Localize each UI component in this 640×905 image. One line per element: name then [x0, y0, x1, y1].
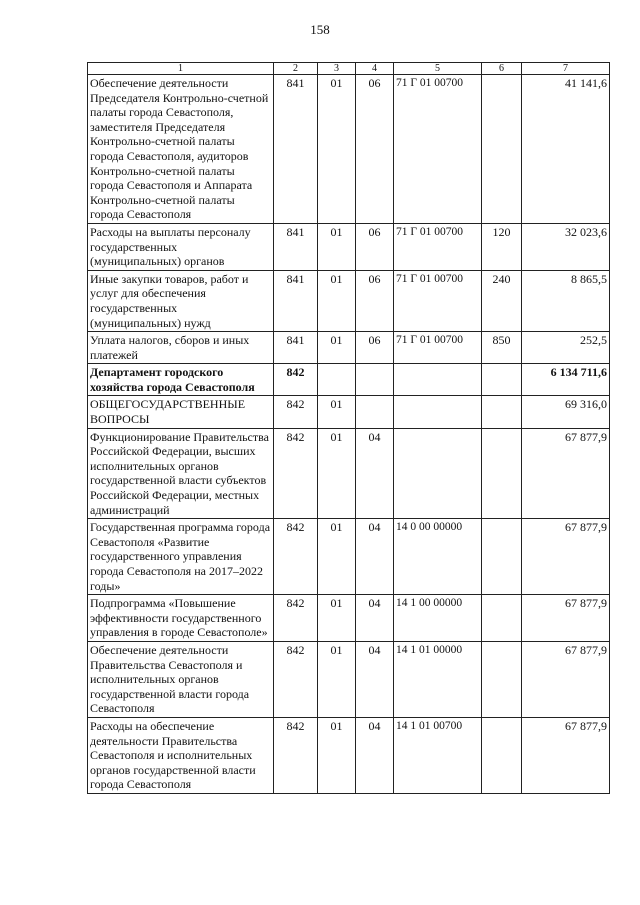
- table-row: [88, 332, 610, 364]
- table-row: [88, 270, 610, 331]
- header-row: [88, 63, 610, 75]
- amount-cell: 252,5: [522, 332, 610, 364]
- expense-name-cell: Расходы на обеспечение деятельности Правительства Севастополя и исполнительных органов государственной власти города Севастополя: [88, 717, 274, 793]
- amount-cell: 32 023,6: [522, 223, 610, 270]
- section-code-cell: 01: [318, 717, 356, 793]
- budget-table: [87, 62, 610, 794]
- admin-code-cell: 842: [274, 595, 318, 642]
- section-code-cell: 01: [318, 396, 356, 428]
- expense-name-cell: Расходы на выплаты персоналу государственных (муниципальных) органов: [88, 223, 274, 270]
- table-row: [88, 641, 610, 717]
- target-article-cell: 14 1 01 00700: [394, 717, 482, 793]
- subsection-code-cell: 06: [356, 75, 394, 224]
- admin-code-cell: 842: [274, 428, 318, 519]
- expense-name-cell: Уплата налогов, сборов и иных платежей: [88, 332, 274, 364]
- section-code-cell: 01: [318, 595, 356, 642]
- admin-code-cell: 842: [274, 717, 318, 793]
- expense-name-cell: Обеспечение деятельности Правительства Севастополя и исполнительных органов государственной власти города Севастополя: [88, 641, 274, 717]
- expense-type-cell: [482, 396, 522, 428]
- expense-type-cell: [482, 519, 522, 595]
- expense-name-cell: Функционирование Правительства Российской Федерации, высших исполнительных органов государственной власти субъектов Российской Федерации, местных администраций: [88, 428, 274, 519]
- subsection-code-cell: 04: [356, 595, 394, 642]
- header-col-7: 7: [522, 63, 610, 75]
- target-article-cell: 14 1 00 00000: [394, 595, 482, 642]
- subsection-code-cell: 06: [356, 270, 394, 331]
- subsection-code-cell: [356, 364, 394, 396]
- table-row: [88, 75, 610, 224]
- expense-type-cell: [482, 75, 522, 224]
- table-row: [88, 595, 610, 642]
- table-row: [88, 223, 610, 270]
- subsection-code-cell: 06: [356, 223, 394, 270]
- amount-cell: 67 877,9: [522, 519, 610, 595]
- header-col-6: 6: [482, 63, 522, 75]
- expense-name-cell: ОБЩЕГОСУДАРСТВЕННЫЕ ВОПРОСЫ: [88, 396, 274, 428]
- expense-name-cell: Подпрограмма «Повышение эффективности государственного управления в городе Севастополе»: [88, 595, 274, 642]
- table-row: [88, 396, 610, 428]
- admin-code-cell: 841: [274, 223, 318, 270]
- admin-code-cell: 841: [274, 270, 318, 331]
- section-code-cell: 01: [318, 75, 356, 224]
- table-row: [88, 428, 610, 519]
- target-article-cell: 71 Г 01 00700: [394, 332, 482, 364]
- target-article-cell: 14 1 01 00000: [394, 641, 482, 717]
- amount-cell: 67 877,9: [522, 717, 610, 793]
- target-article-cell: [394, 396, 482, 428]
- target-article-cell: 71 Г 01 00700: [394, 223, 482, 270]
- section-code-cell: 01: [318, 519, 356, 595]
- header-col-4: 4: [356, 63, 394, 75]
- header-col-3: 3: [318, 63, 356, 75]
- target-article-cell: 71 Г 01 00700: [394, 270, 482, 331]
- target-article-cell: [394, 428, 482, 519]
- expense-name-cell: Иные закупки товаров, работ и услуг для обеспечения государственных (муниципальных) нужд: [88, 270, 274, 331]
- expense-type-cell: [482, 717, 522, 793]
- expense-type-cell: [482, 641, 522, 717]
- amount-cell: 67 877,9: [522, 641, 610, 717]
- table-row: [88, 717, 610, 793]
- amount-cell: 41 141,6: [522, 75, 610, 224]
- expense-type-cell: 120: [482, 223, 522, 270]
- subsection-code-cell: 04: [356, 519, 394, 595]
- subsection-code-cell: 04: [356, 641, 394, 717]
- expense-name-cell: Департамент городского хозяйства города Севастополя: [88, 364, 274, 396]
- header-col-2: 2: [274, 63, 318, 75]
- target-article-cell: 14 0 00 00000: [394, 519, 482, 595]
- admin-code-cell: 841: [274, 75, 318, 224]
- expense-type-cell: 850: [482, 332, 522, 364]
- expense-type-cell: 240: [482, 270, 522, 331]
- section-code-cell: 01: [318, 270, 356, 331]
- section-code-cell: 01: [318, 641, 356, 717]
- expense-type-cell: [482, 428, 522, 519]
- amount-cell: 67 877,9: [522, 428, 610, 519]
- expense-name-cell: Государственная программа города Севастополя «Развитие государственного управления города Севастополя на 2017–2022 годы»: [88, 519, 274, 595]
- admin-code-cell: 842: [274, 364, 318, 396]
- target-article-cell: 71 Г 01 00700: [394, 75, 482, 224]
- table-body: [88, 75, 610, 794]
- expense-type-cell: [482, 595, 522, 642]
- amount-cell: 69 316,0: [522, 396, 610, 428]
- table-row: [88, 519, 610, 595]
- subsection-code-cell: 06: [356, 332, 394, 364]
- target-article-cell: [394, 364, 482, 396]
- expense-type-cell: [482, 364, 522, 396]
- admin-code-cell: 842: [274, 519, 318, 595]
- header-col-1: 1: [88, 63, 274, 75]
- subsection-code-cell: 04: [356, 717, 394, 793]
- section-code-cell: 01: [318, 223, 356, 270]
- table-row: [88, 364, 610, 396]
- amount-cell: 8 865,5: [522, 270, 610, 331]
- subsection-code-cell: 04: [356, 428, 394, 519]
- section-code-cell: 01: [318, 332, 356, 364]
- page-number: 158: [310, 22, 330, 37]
- subsection-code-cell: [356, 396, 394, 428]
- header-col-5: 5: [394, 63, 482, 75]
- section-code-cell: 01: [318, 428, 356, 519]
- admin-code-cell: 841: [274, 332, 318, 364]
- expense-name-cell: Обеспечение деятельности Председателя Контрольно-счетной палаты города Севастополя, заместителя Председателя Контрольно-счетной палаты города Севастополя, аудиторов Контрольно-счетной палаты города Севастополя и Аппарата Контрольно-счетной палаты города Севастополя: [88, 75, 274, 224]
- amount-cell: 67 877,9: [522, 595, 610, 642]
- section-code-cell: [318, 364, 356, 396]
- admin-code-cell: 842: [274, 641, 318, 717]
- amount-cell: 6 134 711,6: [522, 364, 610, 396]
- admin-code-cell: 842: [274, 396, 318, 428]
